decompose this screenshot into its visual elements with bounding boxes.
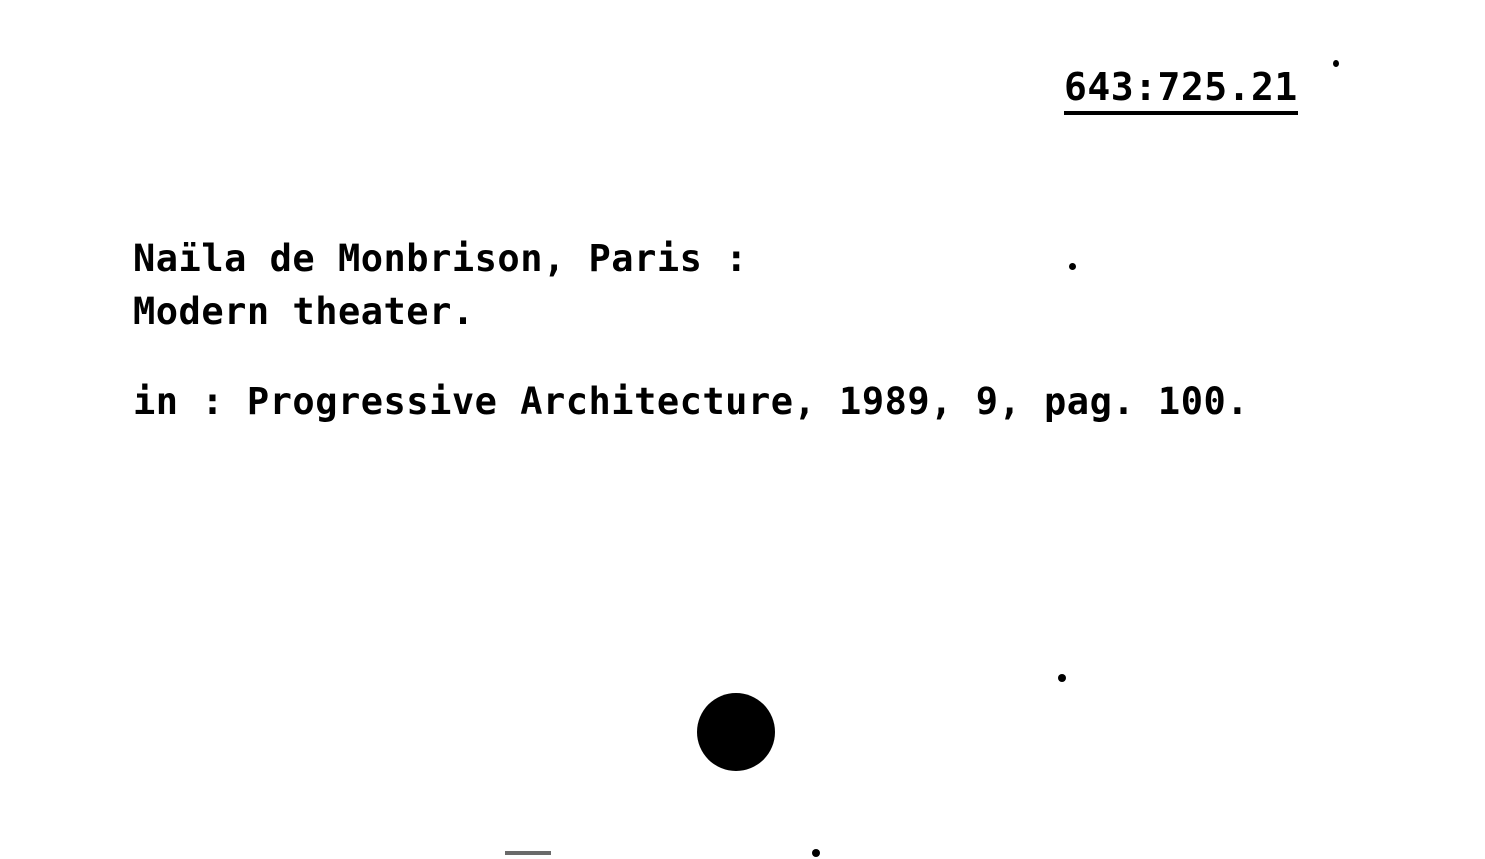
scan-speck-icon (1333, 60, 1339, 67)
bottom-dash-mark-icon (505, 851, 551, 855)
entry-title-line-2: Modern theater. (133, 289, 475, 333)
entry-source-line: in : Progressive Architecture, 1989, 9, pag. 100. (133, 380, 1250, 424)
classification-number (1064, 65, 1298, 109)
ink-dot-icon (697, 693, 775, 771)
scan-speck-icon (812, 849, 820, 857)
classification-number-text: 643:725.21 (1064, 65, 1298, 115)
scan-speck-icon (1058, 674, 1066, 682)
scan-speck-icon (1069, 263, 1076, 270)
entry-title-line-1: Naïla de Monbrison, Paris : (133, 237, 748, 280)
bibliographic-entry (133, 233, 1249, 429)
